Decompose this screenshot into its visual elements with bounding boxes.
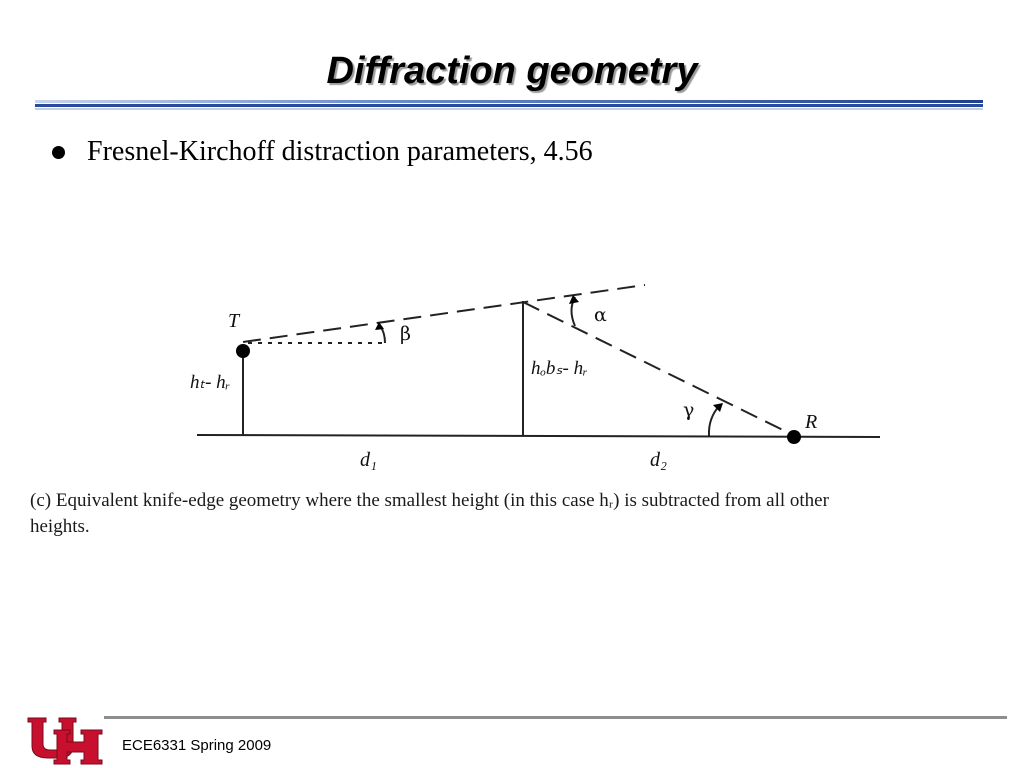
- ground-line: [197, 435, 880, 437]
- label-receiver: R: [805, 411, 818, 433]
- label-ht-hr: hₜ- hᵣ: [190, 372, 231, 393]
- transmitter-node: [236, 344, 250, 358]
- caption-line: (c) Equivalent knife-edge geometry where the smallest height (in this case hᵣ) is subtracted from all other: [30, 490, 829, 511]
- uh-logo-icon: [26, 714, 104, 768]
- title-divider: [35, 100, 983, 111]
- receiver-node: [787, 430, 801, 444]
- label-gamma: γ: [683, 399, 695, 421]
- label-transmitter: T: [228, 310, 240, 332]
- figure-caption: [30, 488, 990, 540]
- knife-edge-diagram: [0, 260, 1024, 485]
- footer-divider: [104, 716, 1007, 719]
- slide-title: Diffraction geometry: [326, 50, 698, 92]
- label-beta: β: [400, 323, 411, 345]
- bullet-text: Fresnel-Kirchoff distraction parameters, 4.56: [87, 136, 593, 167]
- label-hobs-hr: hₒbₛ- hᵣ: [531, 358, 588, 379]
- bullet-item: [52, 136, 593, 168]
- footer-course-label: ECE6331 Spring 2009: [122, 737, 272, 754]
- caption-line: heights.: [30, 516, 90, 537]
- label-d1: d₁: [360, 449, 377, 471]
- label-alpha: α: [594, 304, 607, 326]
- label-d2: d₂: [650, 449, 667, 471]
- bullet-dot-icon: [52, 146, 65, 159]
